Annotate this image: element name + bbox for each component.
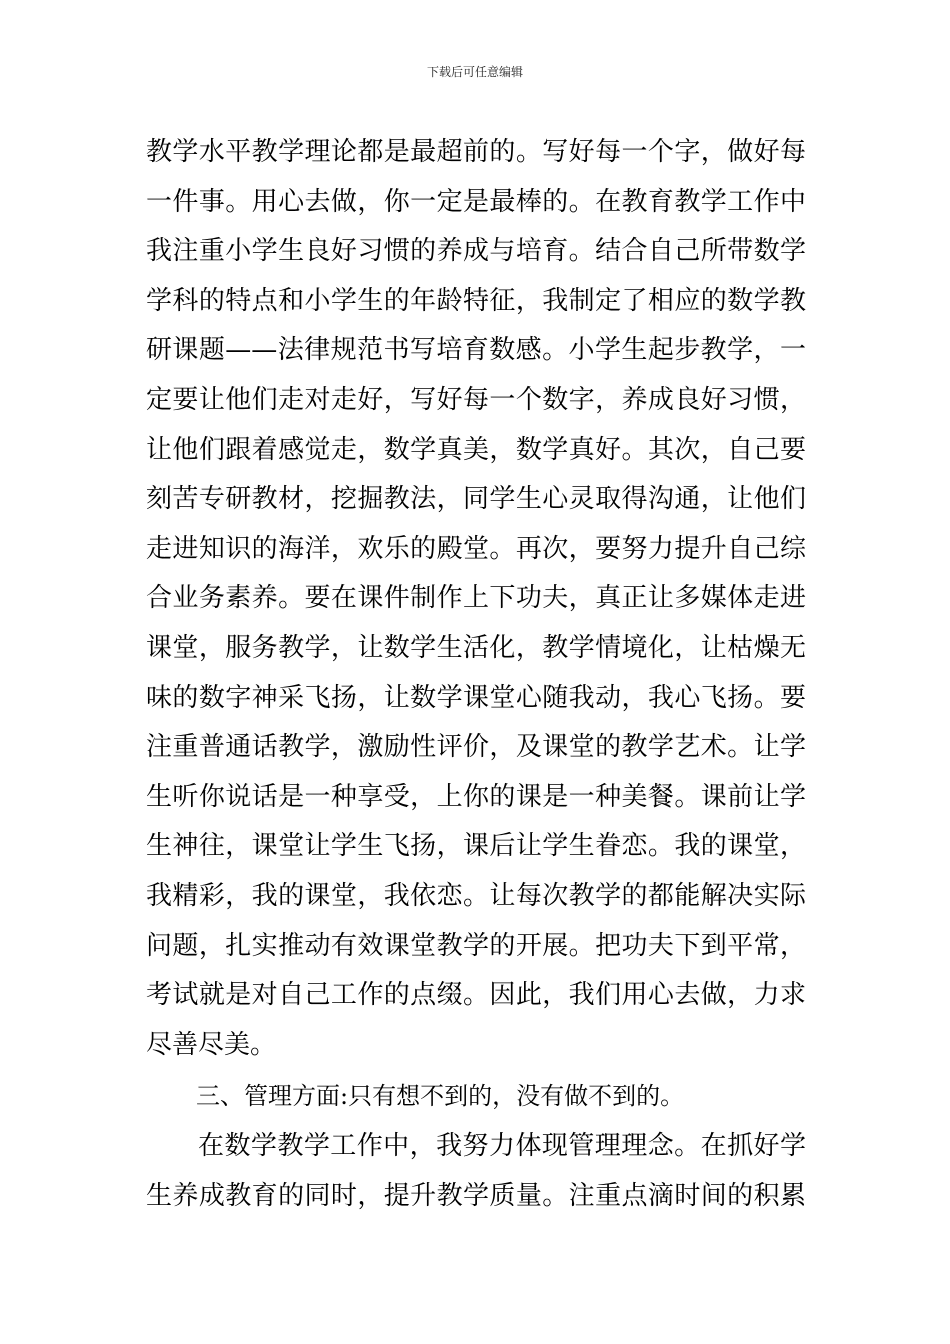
text-line: 合业务素养。要在课件制作上下功夫，真正让多媒体走进: [146, 583, 806, 614]
text-line: 生听你说话是一种享受，上你的课是一种美餐。课前让学: [146, 781, 806, 812]
text-line: 在数学教学工作中，我努力体现管理理念。在抓好学: [198, 1131, 806, 1162]
text-line: 我注重小学生良好习惯的养成与培育。结合自己所带数学: [146, 236, 806, 267]
text-line: 学科的特点和小学生的年龄特征，我制定了相应的数学教: [146, 285, 806, 316]
text-line: 教学水平教学理论都是最超前的。写好每一个字，做好每: [146, 137, 806, 167]
text-line: 让他们跟着感觉走，数学真美，数学真好。其次，自己要: [146, 434, 806, 465]
text-line: 味的数字神采飞扬，让数学课堂心随我动，我心飞扬。要: [146, 682, 806, 713]
text-line: 尽善尽美。: [146, 1029, 277, 1060]
section-heading: 三、管理方面:只有想不到的，没有做不到的。: [196, 1082, 685, 1111]
text-line: 生神往，课堂让学生飞扬，课后让学生眷恋。我的课堂，: [146, 831, 806, 862]
text-line: 考试就是对自己工作的点缀。因此，我们用心去做，力求: [146, 980, 806, 1011]
text-line: 问题，扎实推动有效课堂教学的开展。把功夫下到平常，: [146, 930, 806, 961]
text-line: 注重普通话教学，激励性评价，及课堂的教学艺术。让学: [146, 732, 806, 763]
text-line: 我精彩，我的课堂，我依恋。让每次教学的都能解决实际: [146, 880, 806, 911]
text-line: 刻苦专研教材，挖掘教法，同学生心灵取得沟通，让他们: [146, 484, 806, 515]
document-body: [146, 128, 806, 1221]
text-line: 定要让他们走对走好，写好每一个数字，养成良好习惯，: [146, 384, 806, 415]
text-line: 走进知识的海洋，欢乐的殿堂。再次，要努力提升自己综: [146, 533, 806, 564]
text-line: 研课题——法律规范书写培育数感。小学生起步教学，一: [146, 335, 806, 366]
text-line: 生养成教育的同时，提升教学质量。注重点滴时间的积累: [146, 1180, 806, 1211]
text-line: 课堂，服务教学，让数学生活化，教学情境化，让枯燥无: [146, 632, 806, 663]
text-line: 一件事。用心去做，你一定是最棒的。在教育教学工作中: [146, 186, 806, 217]
page-header: 下载后可任意编辑: [426, 65, 523, 79]
